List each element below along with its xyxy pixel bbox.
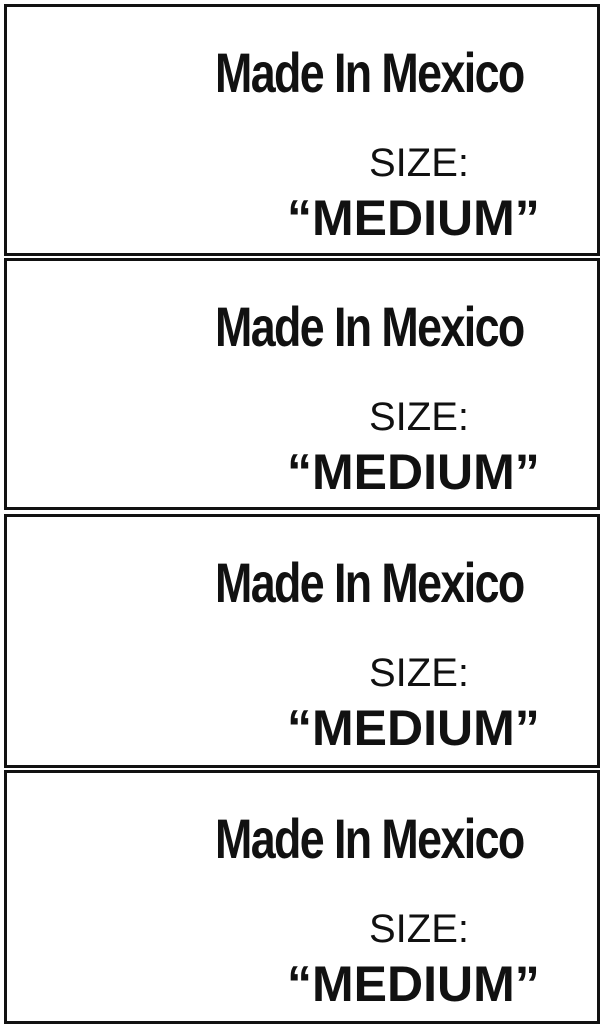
size-value: “MEDIUM”: [287, 444, 540, 500]
origin-text: Made In Mexico: [215, 295, 524, 358]
size-caption: SIZE:: [369, 395, 470, 439]
size-value: “MEDIUM”: [287, 700, 540, 756]
size-label-card: [4, 258, 600, 510]
size-label-card: [4, 514, 600, 768]
size-label-card: [4, 770, 600, 1024]
size-caption: SIZE:: [369, 651, 470, 695]
origin-text: Made In Mexico: [215, 41, 524, 104]
size-value: “MEDIUM”: [287, 190, 540, 246]
origin-text: Made In Mexico: [215, 807, 524, 870]
size-label-card: [4, 4, 600, 256]
size-caption: SIZE:: [369, 141, 470, 185]
origin-text: Made In Mexico: [215, 551, 524, 614]
size-caption: SIZE:: [369, 907, 470, 951]
size-value: “MEDIUM”: [287, 956, 540, 1012]
